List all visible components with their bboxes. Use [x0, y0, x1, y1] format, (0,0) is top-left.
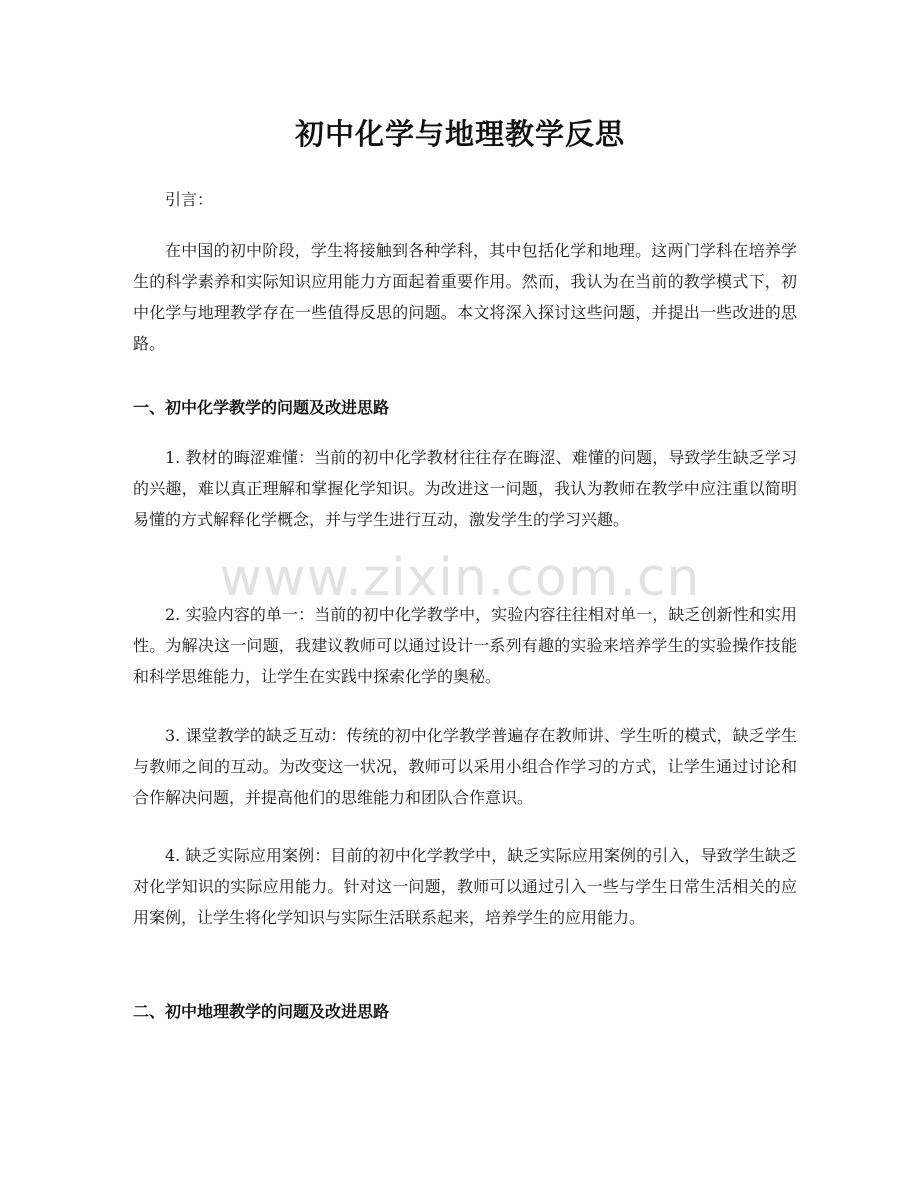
section1-item-4: 4. 缺乏实际应用案例：目前的初中化学教学中，缺乏实际应用案例的引入，导致学生缺乏对化学知识的实际应用能力。针对这一问题，教师可以通过引入一些与学生日常生活相关的应用案例，让学生将化学知识与实际生活联系起来，培养学生的应用能力。 — [133, 846, 797, 927]
section2-heading: 二、初中地理教学的问题及改进思路 — [133, 1002, 390, 1021]
section1-item-3-block — [133, 720, 797, 813]
section1-heading: 一、初中化学教学的问题及改进思路 — [133, 398, 390, 417]
section1-item-3: 3. 课堂教学的缺乏互动：传统的初中化学教学普遍存在教师讲、学生听的模式，缺乏学生与教师之间的互动。为改变这一状况，教师可以采用小组合作学习的方式，让学生通过讨论和合作解决问题，并提高他们的思维能力和团队合作意识。 — [133, 726, 797, 807]
section1-item-1: 1. 教材的晦涩难懂：当前的初中化学教材往往存在晦涩、难懂的问题，导致学生缺乏学习的兴趣，难以真正理解和掌握化学知识。为改进这一问题，我认为教师在教学中应注重以简明易懂的方式解释化学概念，并与学生进行互动，激发学生的学习兴趣。 — [133, 448, 797, 529]
section1-item-4-block — [133, 840, 797, 933]
watermark: www.zixin.com.cn — [219, 548, 701, 608]
section2-heading-block — [133, 996, 797, 1027]
intro-paragraph: 在中国的初中阶段，学生将接触到各种学科，其中包括化学和地理。这两门学科在培养学生的科学素养和实际知识应用能力方面起着重要作用。然而，我认为在当前的教学模式下，初中化学与地理教学存在一些值得反思的问题。本文将深入探讨这些问题，并提出一些改进的思路。 — [133, 241, 797, 353]
section1-item-2: 2. 实验内容的单一：当前的初中化学教学中，实验内容往往相对单一，缺乏创新性和实用性。为解决这一问题，我建议教师可以通过设计一系列有趣的实验来培养学生的实验操作技能和科学思维能力，让学生在实践中探索化学的奥秘。 — [133, 605, 797, 686]
intro-label-block — [133, 184, 797, 215]
intro-paragraph-block — [133, 235, 797, 359]
intro-label: 引言： — [165, 190, 214, 209]
section1-item-2-block — [133, 599, 797, 692]
document-title: 初中化学与地理教学反思 — [294, 117, 625, 151]
section1-heading-block — [133, 392, 797, 423]
section1-item-1-block — [133, 442, 797, 535]
